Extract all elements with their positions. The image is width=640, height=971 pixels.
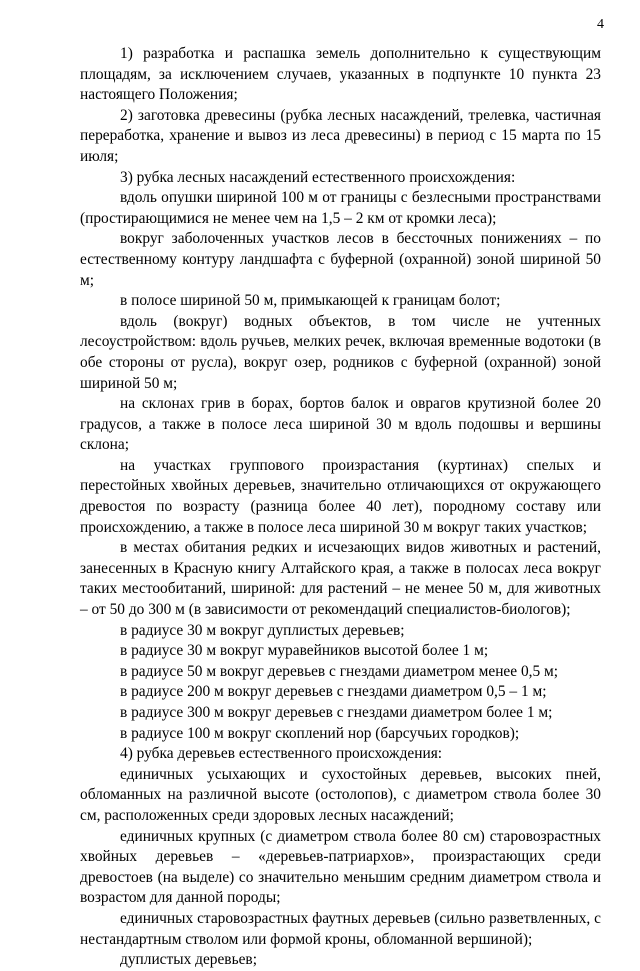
paragraph-12: в радиусе 30 м вокруг муравейников высотой более 1 м; — [120, 642, 489, 660]
paragraph-7: вдоль (вокруг) водных объектов, в том числе не учтенных лесоустройством: вдоль ручьев, мелких речек, включая временные водотоки (в обе стороны от русла), вокруг озер, родников с буферной (охранной) зоной шириной 50 м; — [80, 312, 601, 392]
paragraph-21: дуплистых деревьев; — [120, 951, 257, 969]
paragraph-13: в радиусе 50 м вокруг деревьев с гнездами диаметром менее 0,5 м; — [120, 662, 559, 680]
paragraph-3: 3) рубка лесных насаждений естественного происхождения: — [120, 168, 516, 186]
paragraph-8: на склонах грив в борах, бортов балок и оврагов крутизной более 20 градусов, а также в полосе леса шириной 30 м вдоль подошвы и вершины склона; — [80, 395, 601, 454]
paragraph-15: в радиусе 300 м вокруг деревьев с гнездами диаметром более 1 м; — [120, 704, 553, 721]
paragraph-18: единичных усыхающих и сухостойных деревьев, высоких пней, обломанных на различной высоте (остолопов), с диаметром ствола более 30 см, расположенных среди здоровых лесных насаждений; — [80, 765, 601, 824]
paragraph-19: единичных крупных (с диаметром ствола более 80 см) старовозрастных хвойных деревьев – «деревьев-патриархов», произрастающих среди древостоев (на выделе) со значительно меньшим средним диаметром ствола и возрастом для данной породы; — [80, 827, 601, 907]
paragraph-17: 4) рубка деревьев естественного происхождения: — [120, 745, 443, 763]
paragraph-5: вокруг заболоченных участков лесов в бессточных понижениях – по естественному контуру ландшафта с буферной (охранной) зоной шириной 50 м; — [80, 230, 601, 289]
paragraph-16: в радиусе 100 м вокруг скоплений нор (барсучьих городков); — [120, 724, 520, 742]
paragraph-6: в полосе шириной 50 м, примыкающей к границам болот; — [120, 292, 501, 310]
paragraph-9: на участках группового произрастания (куртинах) спелых и перестойных хвойных деревьев, значительно отличающихся от окружающего древостоя по возрасту (разница более 40 лет), породному составу или происхождению, а также в полосе леса шириной 30 м вокруг таких участков; — [80, 456, 601, 536]
paragraph-2: 2) заготовка древесины (рубка лесных насаждений, трелевка, частичная переработка, хранение и вывоз из леса древесины) в период с 15 марта по 15 июля; — [80, 106, 601, 165]
document-body — [80, 44, 601, 971]
paragraph-4: вдоль опушки шириной 100 м от границы с безлесными пространствами (простирающимися не менее чем на 1,5 – 2 км от кромки леса); — [80, 189, 601, 227]
paragraph-10: в местах обитания редких и исчезающих видов животных и растений, занесенных в Красную книгу Алтайского края, а также в полосах леса вокруг таких местообитаний, шириной: для растений – не менее 50 м, для животных – от 50 до 300 м (в зависимости от рекомендаций специалистов-биологов); — [80, 539, 601, 619]
paragraph-1: 1) разработка и распашка земель дополнительно к существующим площадям, за исключением случаев, указанных в подпункте 10 пункта 23 настоящего Положения; — [80, 45, 601, 104]
paragraph-14: в радиусе 200 м вокруг деревьев с гнездами диаметром 0,5 – 1 м; — [120, 683, 547, 701]
paragraph-11: в радиусе 30 м вокруг дуплистых деревьев; — [120, 621, 405, 639]
paragraph-20: единичных старовозрастных фаутных деревьев (сильно разветвленных, с нестандартным стволом или формой кроны, обломанной вершиной); — [80, 909, 601, 948]
page-number: 4 — [597, 17, 604, 32]
